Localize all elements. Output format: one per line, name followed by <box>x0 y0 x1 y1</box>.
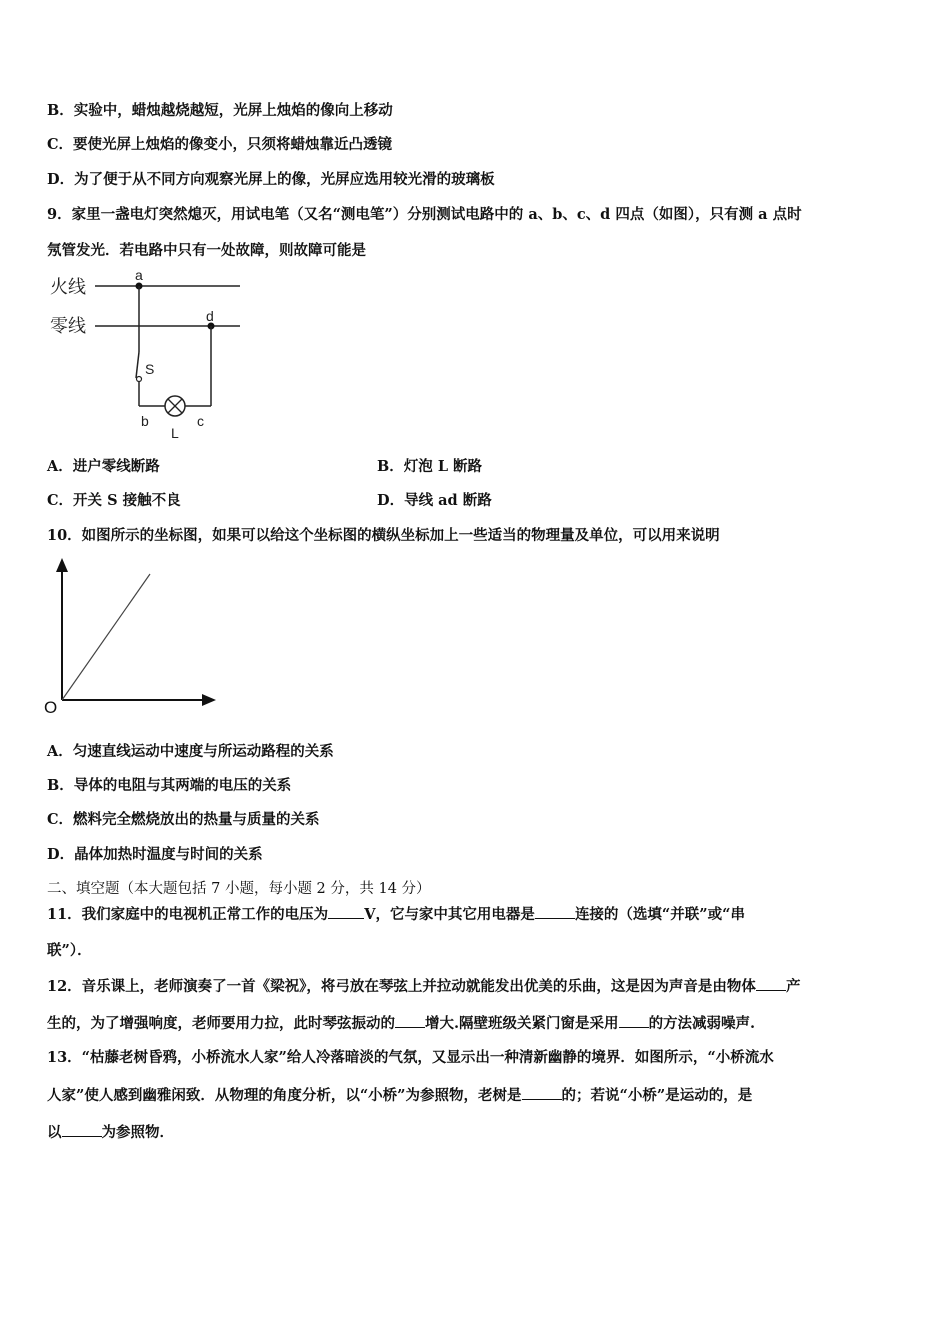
q12-blank-3[interactable] <box>619 1013 649 1028</box>
q9-stem-line2: 氖管发光．若电路中只有一处故障，则故障可能是 <box>47 242 366 259</box>
q11-line1: 11．我们家庭中的电视机正常工作的电压为 V，它与家中其它用电器是 连接的（选填“并联”或“串 <box>47 906 745 923</box>
q9-option-a: A．进户零线断路 <box>47 458 160 475</box>
q12-line2: 生的，为了增强响度，老师要用力拉，此时琴弦振动的 增大.隔壁班级关紧门窗是采用 的方法减弱噪声. <box>47 1015 756 1032</box>
q10-option-c: C．燃料完全燃烧放出的热量与质量的关系 <box>47 811 320 828</box>
q8-option-b: B．实验中，蜡烛越烧越短，光屏上烛焰的像向上移动 <box>47 102 393 119</box>
q8-option-c: C．要使光屏上烛焰的像变小，只须将蜡烛靠近凸透镜 <box>47 136 393 153</box>
y-axis-arrow <box>56 558 68 572</box>
switch-contact <box>137 377 142 382</box>
q12-blank-2[interactable] <box>395 1013 425 1028</box>
q13-blank-1[interactable] <box>522 1085 562 1100</box>
q13-line1: 13．“枯藤老树昏鸦，小桥流水人家”给人冷落暗淡的气氛，又显示出一种清新幽静的境界．如图所示，“小桥流水 <box>47 1049 774 1066</box>
q10-option-a: A．匀速直线运动中速度与所运动路程的关系 <box>47 743 334 760</box>
q9-option-d: D．导线 ad 断路 <box>377 492 492 509</box>
q11-blank-1[interactable] <box>328 904 364 919</box>
point-d-label: d <box>206 308 214 324</box>
q9-option-b: B．灯泡 L 断路 <box>377 458 483 475</box>
point-b-label: b <box>141 413 149 429</box>
proportional-line <box>62 574 150 700</box>
switch-s <box>136 352 139 378</box>
q13-line3: 以 为参照物． <box>47 1124 174 1141</box>
q9-stem-line1: 9．家里一盏电灯突然熄灭，用试电笔（又名“测电笔”）分别测试电路中的 a、b、c、d 四点（如图），只有测 a 点时 <box>47 206 802 223</box>
q13-blank-2[interactable] <box>62 1122 102 1137</box>
neutral-wire-label: 零线 <box>50 316 86 336</box>
q12-blank-1[interactable] <box>756 976 786 991</box>
x-axis-arrow <box>202 694 216 706</box>
q10-stem: 10．如图所示的坐标图，如果可以给这个坐标图的横纵坐标加上一些适当的物理量及单位，可以用来说明 <box>47 527 720 544</box>
q11-line2: 联”）． <box>47 942 92 959</box>
q9-circuit-diagram <box>45 266 250 446</box>
live-wire-label: 火线 <box>50 277 86 297</box>
lamp-label: L <box>171 425 179 441</box>
q13-line2: 人家”使人感到幽雅闲致．从物理的角度分析，以“小桥”为参照物，老树是 的；若说“小桥”是运动的，是 <box>47 1087 753 1104</box>
q9-option-c: C．开关 S 接触不良 <box>47 492 181 509</box>
q10-coordinate-graph <box>40 552 225 717</box>
switch-label: S <box>145 361 155 377</box>
q11-blank-2[interactable] <box>535 904 575 919</box>
q10-option-b: B．导体的电阻与其两端的电压的关系 <box>47 777 292 794</box>
q10-option-d: D．晶体加热时温度与时间的关系 <box>47 846 263 863</box>
origin-label: O <box>44 698 58 717</box>
section-2-title: 二、填空题（本大题包括 7 小题，每小题 2 分，共 14 分） <box>47 881 431 897</box>
q12-line1: 12．音乐课上，老师演奏了一首《梁祝》，将弓放在琴弦上并拉动就能发出优美的乐曲，这是因为声音是由物体 产 <box>47 978 801 995</box>
point-a-label: a <box>135 267 143 283</box>
point-c-label: c <box>197 413 204 429</box>
q8-option-d: D．为了便于从不同方向观察光屏上的像，光屏应选用较光滑的玻璃板 <box>47 171 495 188</box>
